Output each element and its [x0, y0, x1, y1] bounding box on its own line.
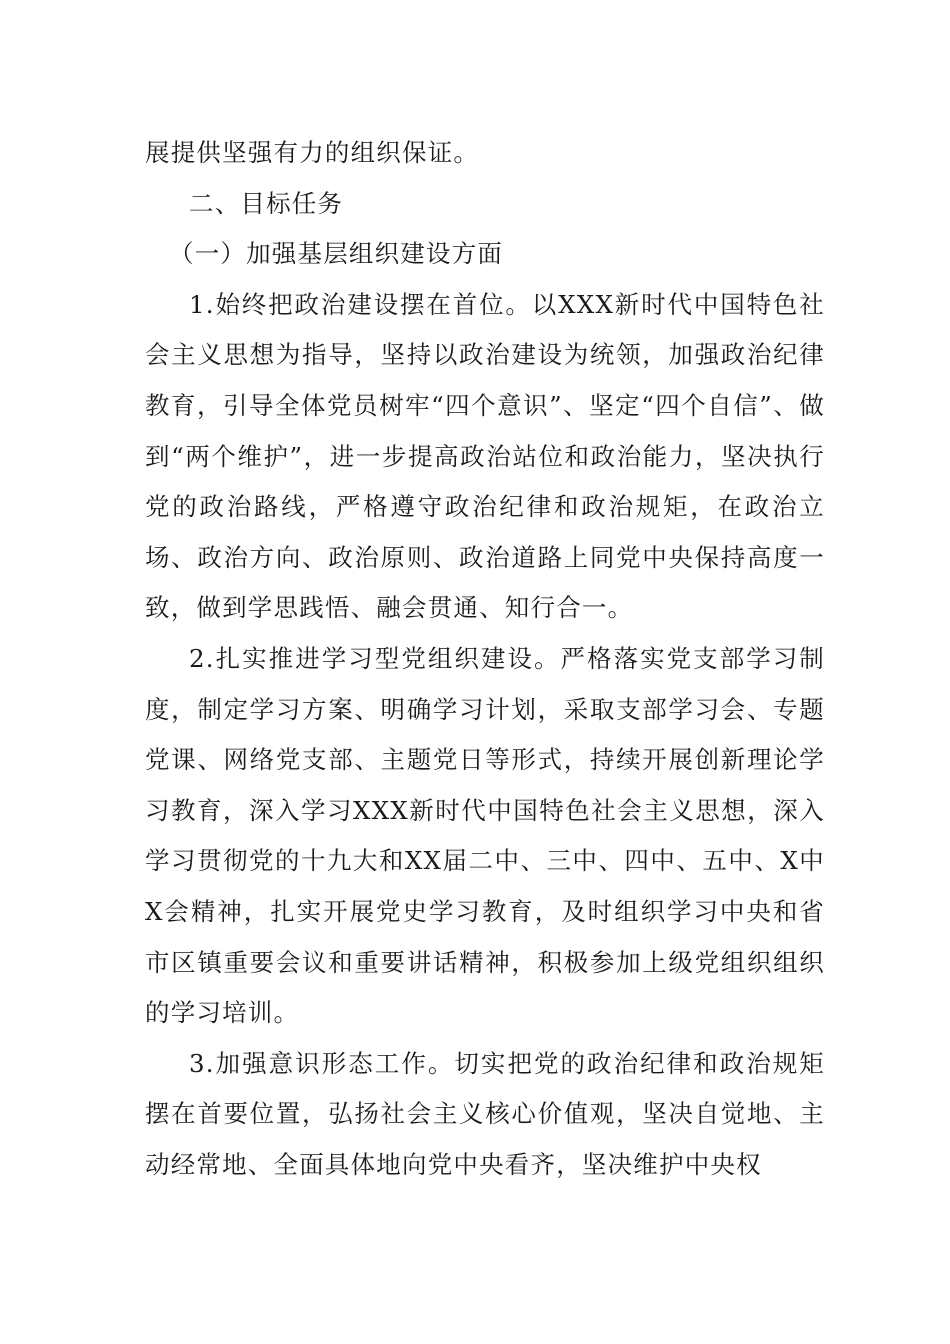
paragraph-continuation: 展提供坚强有力的组织保证。 [145, 138, 480, 167]
paragraph-item-3: 3.加强意识形态工作。切实把党的政治纪律和政治规矩摆在首要位置，弘扬社会主义核心价值观，坚决自觉地、主动经常地、全面具体地向党中央看齐，坚决维护中央权 [145, 1048, 825, 1179]
section-heading: 二、目标任务 [189, 188, 344, 218]
document-body [145, 128, 825, 1190]
paragraph-item-2: 2.扎实推进学习型党组织建设。严格落实党支部学习制度，制定学习方案、明确学习计划，采取支部学习会、专题党课、网络党支部、主题党日等形式，持续开展创新理论学习教育，深入学习XXX新时代中国特色社会主义思想，深入学习贯彻党的十九大和XX届二中、三中、四中、五中、X中X会精神，扎实开展党史学习教育，及时组织学习中央和省市区镇重要会议和重要讲话精神，积极参加上级党组织组织的学习培训。 [145, 643, 825, 1028]
paragraph-item-1: 1.始终把政治建设摆在首位。以XXX新时代中国特色社会主义思想为指导，坚持以政治建设为统领，加强政治纪律教育，引导全体党员树牢“四个意识”、坚定“四个自信”、做到“两个维护”，进一步提高政治站位和政治能力，坚决执行党的政治路线，严格遵守政治纪律和政治规矩，在政治立场、政治方向、政治原则、政治道路上同党中央保持高度一致，做到学思践悟、融会贯通、知行合一。 [145, 289, 825, 623]
subsection-heading: （一）加强基层组织建设方面 [169, 239, 504, 269]
